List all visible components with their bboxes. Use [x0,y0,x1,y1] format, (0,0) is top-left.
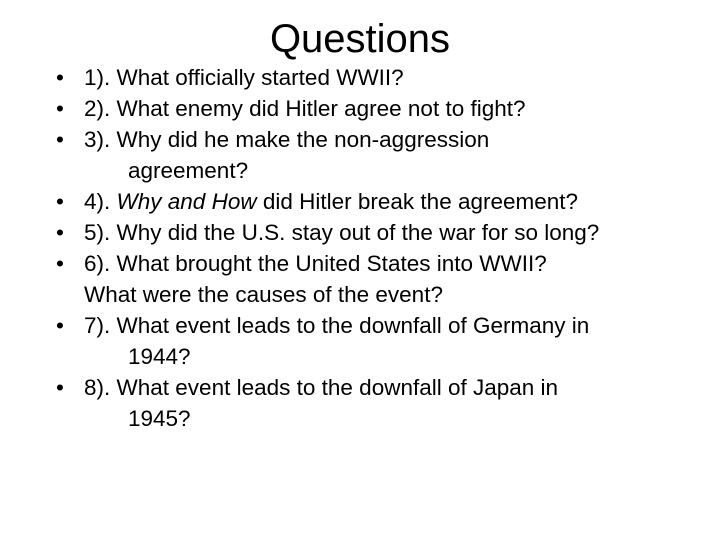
question-1-text: What officially started WWII? [116,65,404,90]
question-3-continuation: agreement? [128,158,249,183]
question-8-continuation: 1945? [128,406,191,431]
question-item-8 [56,372,716,434]
bullet: • [56,189,64,214]
question-item-3 [56,124,716,186]
question-item-1 [56,62,716,93]
question-5-number: 5). [84,220,111,245]
question-8-line [84,372,716,403]
slide-title [0,14,720,64]
slide-title-text: Questions [269,17,451,61]
question-8-text: What event leads to the downfall of Japan in [116,375,559,400]
question-4-line [84,186,716,217]
question-item-2 [56,93,716,124]
question-6-text: What brought the United States into WWII? [116,251,547,276]
question-3-line [84,124,716,155]
question-7-line [84,310,716,341]
bullet: • [56,127,64,152]
question-5-line [84,217,716,248]
bullet: • [56,313,64,338]
bullet: • [56,375,64,400]
question-3-text: Why did he make the non-aggression [116,127,490,152]
question-1-number: 1). [84,65,111,90]
question-8-number: 8). [84,375,111,400]
question-list [56,62,716,434]
bullet: • [56,251,64,276]
question-item-7 [56,310,716,372]
question-2-line [84,93,716,124]
question-5-text: Why did the U.S. stay out of the war for so long? [116,220,600,245]
question-item-6 [56,248,716,310]
question-6-continuation: What were the causes of the event? [84,282,443,307]
question-2-text: What enemy did Hitler agree not to fight? [116,96,526,121]
bullet: • [56,65,64,90]
question-4-number: 4). [84,189,111,214]
question-3-number: 3). [84,127,111,152]
question-6-number: 6). [84,251,111,276]
bullet: • [56,220,64,245]
question-4-italic: Why and How [116,189,257,214]
question-2-number: 2). [84,96,111,121]
question-item-4 [56,186,716,217]
question-6-line [84,248,716,279]
question-4-text: did Hitler break the agreement? [262,189,579,214]
question-7-number: 7). [84,313,111,338]
question-1-line [84,62,716,93]
bullet: • [56,96,64,121]
question-7-text: What event leads to the downfall of Germany in [116,313,590,338]
question-item-5 [56,217,716,248]
question-7-continuation: 1944? [128,344,191,369]
